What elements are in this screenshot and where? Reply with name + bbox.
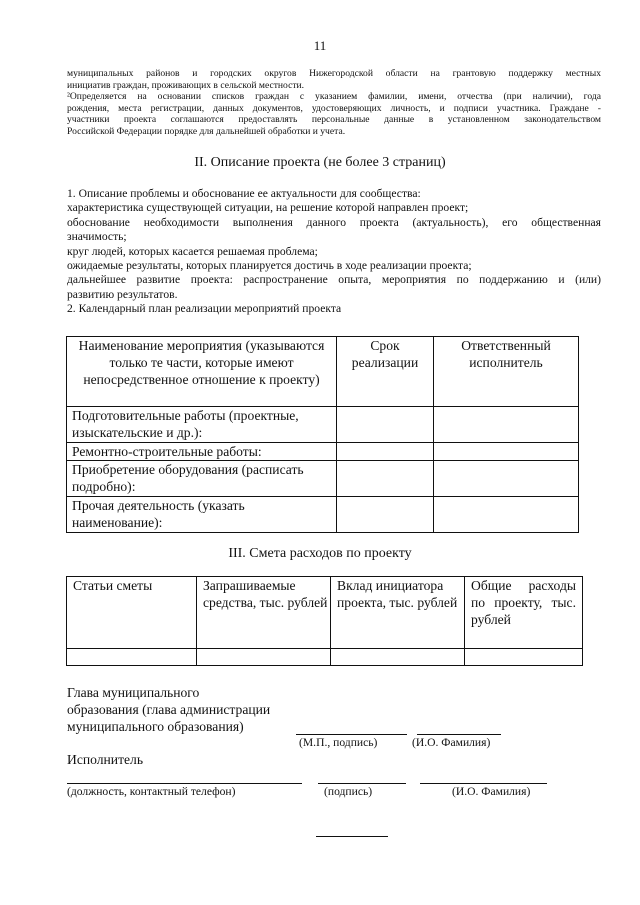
table-cell — [434, 407, 579, 443]
signature-caption: (подпись) — [324, 785, 373, 798]
footnote-line: рождения, места регистрации, данных документов, удостоверяющих личность, и подписи участника. Граждане - — [67, 102, 601, 114]
calendar-plan-table — [66, 336, 579, 533]
name-line — [420, 783, 547, 784]
head-signature-label — [67, 684, 270, 735]
footnote-line: ²Определяется на основании списков граждан с указанием фамилии, имени, отчества (при наличии), года — [67, 91, 601, 102]
footnote-line: Российской Федерации порядке для дальнейшей обработки и учета. — [67, 125, 346, 137]
section-3-title: III. Смета расходов по проекту — [228, 546, 412, 561]
section-2-body — [67, 187, 601, 317]
table-cell — [331, 649, 465, 666]
page-number: 11 — [313, 38, 327, 53]
table-header-row — [67, 577, 583, 649]
section-2-title: II. Описание проекта (не более 3 страниц) — [194, 155, 446, 170]
header-activity-name: Наименование мероприятия (указываются только те части, которые имеют непосредственное отношение к проекту) — [67, 337, 337, 407]
body-line: дальнейшее развитие проекта: распространение опыта, мероприятия по поддержанию и (или) — [67, 273, 601, 287]
table-cell — [337, 497, 434, 533]
body-line: ожидаемые результаты, которых планируется достичь в ходе реализации проекта; — [67, 259, 472, 273]
body-line: круг людей, которых касается решаемая проблема; — [67, 244, 318, 258]
head-title-line: образования (глава администрации — [67, 702, 271, 717]
header-budget-items: Статьи сметы — [67, 577, 197, 649]
table-cell — [434, 443, 579, 461]
position-phone-caption: (должность, контактный телефон) — [67, 785, 236, 798]
table-cell — [67, 649, 197, 666]
header-responsible: Ответственный исполнитель — [434, 337, 579, 407]
row-label: Прочая деятельность (указать наименование): — [67, 497, 337, 533]
row-label: Приобретение оборудования (расписать подробно): — [67, 461, 337, 497]
body-line: обоснование необходимости выполнения данного проекта (актуальность), его общественная — [67, 215, 601, 229]
header-total-costs: Общие расходы по проекту, тыс. рублей — [465, 577, 583, 649]
table-cell — [337, 443, 434, 461]
budget-table — [66, 576, 583, 666]
header-initiator-contribution: Вклад инициатора проекта, тыс. рублей — [331, 577, 465, 649]
footnote-line: инициатив граждан, проживающих в сельской местности. — [67, 79, 305, 91]
body-line: 1. Описание проблемы и обоснование ее актуальности для сообщества: — [67, 187, 421, 200]
row-label: Подготовительные работы (проектные, изыскательские и др.): — [67, 407, 337, 443]
closing-divider — [316, 836, 388, 837]
body-line: развитию результатов. — [67, 287, 178, 301]
position-line — [67, 783, 302, 784]
table-cell — [465, 649, 583, 666]
head-title-line: муниципального образования) — [67, 719, 244, 734]
body-line: 2. Календарный план реализации мероприятий проекта — [67, 302, 342, 316]
table-row — [67, 407, 579, 443]
table-row — [67, 461, 579, 497]
table-cell — [197, 649, 331, 666]
table-row — [67, 649, 583, 666]
row-label: Ремонтно-строительные работы: — [67, 443, 337, 461]
head-title-line: Глава муниципального — [67, 685, 200, 700]
executor-label: Исполнитель — [67, 752, 144, 767]
table-row — [67, 443, 579, 461]
table-cell — [434, 497, 579, 533]
header-deadline: Срок реализации — [337, 337, 434, 407]
fio-caption: (И.О. Фамилия) — [412, 736, 491, 749]
body-line: характеристика существующей ситуации, на решение которой направлен проект; — [67, 201, 469, 215]
fio-caption: (И.О. Фамилия) — [452, 785, 531, 798]
table-header-row — [67, 337, 579, 407]
footnote-line: муниципальных районов и городских округов Нижегородской области на грантовую поддержку местных — [67, 68, 601, 79]
table-row — [67, 497, 579, 533]
footnote-line: участники проекта соглашаются предоставлять персональные данные в установленном законодательством — [67, 114, 601, 125]
signature-line — [296, 734, 407, 735]
table-cell — [337, 407, 434, 443]
header-requested-funds: Запрашиваемые средства, тыс. рублей — [197, 577, 331, 649]
footnote-block — [67, 68, 601, 137]
table-cell — [434, 461, 579, 497]
body-line: значимость; — [67, 230, 127, 244]
signature-line — [318, 783, 406, 784]
mp-signature-caption: (М.П., подпись) — [299, 736, 378, 749]
name-line — [417, 734, 501, 735]
table-cell — [337, 461, 434, 497]
